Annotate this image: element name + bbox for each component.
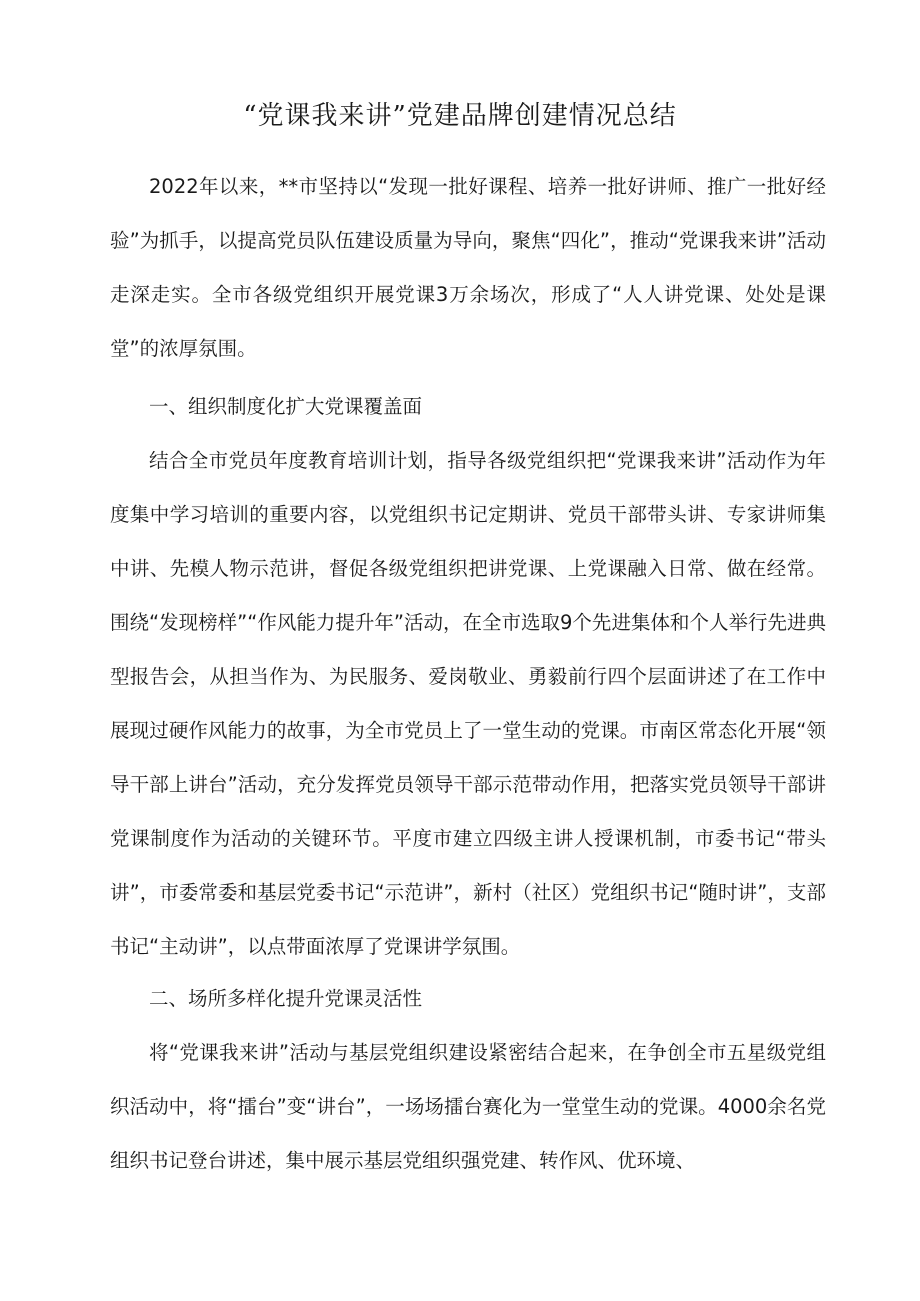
section-body-1: 结合全市党员年度教育培训计划，指导各级党组织把“党课我来讲”活动作为年度集中学习培训的重要内容，以党组织书记定期讲、党员干部带头讲、专家讲师集中讲、先模人物示范讲，督促各级党组织把讲党课、上党课融入日常、做在经常。围绕“发现榜样”“作风能力提升年”活动，在全市选取9个先进集体和个人举行先进典型报告会，从担当作为、为民服务、爱岗敬业、勇毅前行四个层面讲述了在工作中展现过硬作风能力的故事，为全市党员上了一堂生动的党课。市南区常态化开展“领导干部上讲台”活动，充分发挥党员领导干部示范带动作用，把落实党员领导干部讲党课制度作为活动的关键环节。平度市建立四级主讲人授课机制，市委书记“带头讲”，市委常委和基层党委书记“示范讲”，新村（社区）党组织书记“随时讲”，支部书记“主动讲”，以点带面浓厚了党课讲学氛围。 — [110, 449, 826, 958]
document-title: “党课我来讲”党建品牌创建情况总结 — [243, 101, 677, 131]
section-body-2: 将“党课我来讲”活动与基层党组织建设紧密结合起来，在争创全市五星级党组织活动中，将“擂台”变“讲台”，一场场擂台赛化为一堂堂生动的党课。4000余名党组织书记登台讲述，集中展示基层党组织强党建、转作风、优环境、 — [110, 1041, 826, 1172]
section-heading-1: 一、组织制度化扩大党课覆盖面 — [149, 395, 423, 418]
section-heading-2: 二、场所多样化提升党课灵活性 — [149, 987, 423, 1010]
intro-paragraph: 2022年以来，**市坚持以“发现一批好课程、培养一批好讲师、推广一批好经验”为抓手，以提高党员队伍建设质量为导向，聚焦“四化”，推动“党课我来讲”活动走深走实。全市各级党组织开展党课3万余场次，形成了“人人讲党课、处处是课堂”的浓厚氛围。 — [110, 175, 826, 360]
